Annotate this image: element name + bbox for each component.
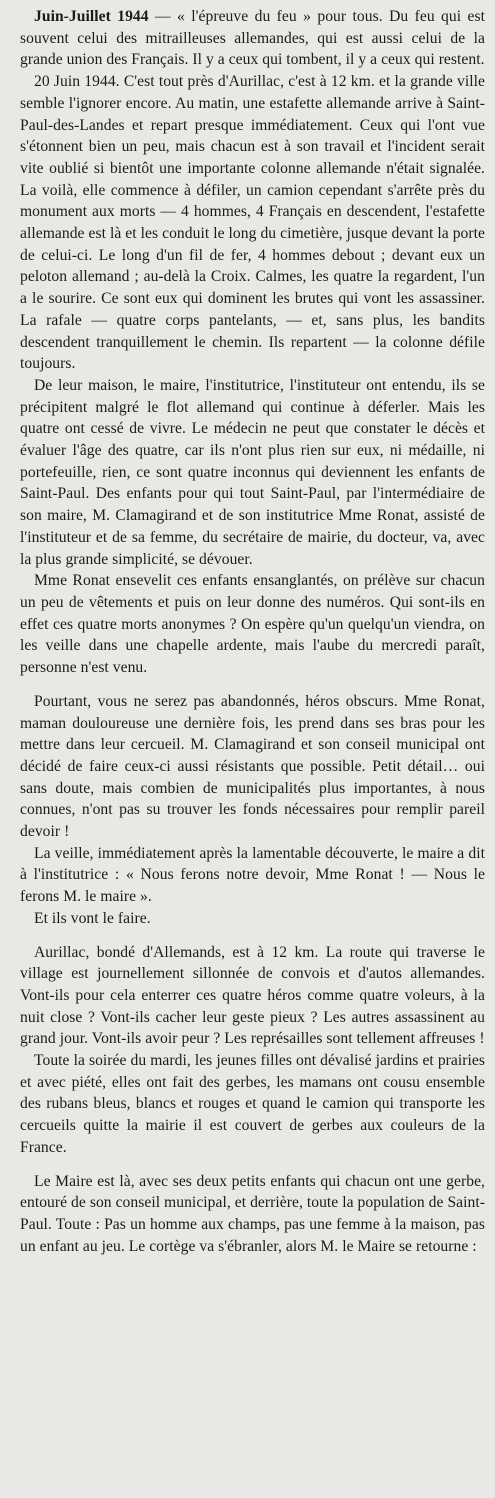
paragraph-4: Mme Ronat ensevelit ces enfants ensanglantés, on prélève sur chacun un peu de vêtements et puis on leur donne des numéros. Qui sont-ils en effet ces quatre morts anonymes ? On espère qu'un quelqu'un viendra, on les veille dans une chapelle ardente, mais l'aube du mercredi paraît, personne n'est venu. (20, 572, 485, 677)
paragraph-2-text: C'est tout près d'Aurillac, c'est à 12 km. et la grande ville semble l'ignorer encore. Au matin, une estafette allemande arrive à Saint-Paul-des-Landes et repart presque immédiatement. Ceux qui l'ont vue s'étonnent bien un peu, mais chacun est à son travail et l'incident serait vite oublié si bientôt une importante colonne allemande n'était signalée. La voilà, elle commence à défiler, un camion cependant s'arrête près du monument aux morts — 4 hommes, 4 Français en descendent, l'estafette allemande est là et les conduit le long du cimetière, jusque devant la porte de celui-ci. Le long d'un fil de fer, 4 hommes debout ; devant eux un peloton allemand ; au-delà la Croix. Calmes, les quatre la regardent, l'un a le sourire. Ce sont eux qui dominent les brutes qui vont les assassiner. La rafale — quatre corps pantelants, — et, sans plus, les bandits descendent tranquillement le chemin. Ils repartent — la colonne défile toujours. (20, 73, 485, 373)
paragraph-6: La veille, immédiatement après la lamentable découverte, le maire a dit à l'institutrice : « Nous ferons notre devoir, Mme Ronat ! — Nous le ferons M. le maire ». (20, 844, 485, 906)
paragraph-3: De leur maison, le maire, l'institutrice, l'instituteur ont entendu, ils se précipitent malgré le flot allemand qui continue à déferler. Mais les quatre ont cessé de vivre. Le médecin ne peut que constater le décès et évaluer l'âge des quatre, car ils n'ont plus rien sur eux, ni médaille, ni portefeuille, rien, ce sont quatre inconnus qui deviennent les enfants de Saint-Paul. Des enfants pour qui tout Saint-Paul, par l'intermédiaire de son maire, M. Clamagirand et de son institutrice Mme Ronat, assisté de l'instituteur et de sa femme, du secrétaire de mairie, du docteur, va, avec la plus grande simplicité, se dévouer. (20, 376, 485, 568)
paragraph-1-text: — « l'épreuve du feu » pour tous. Du feu qui est souvent celui des mitrailleuses allemandes, qui est aussi celui de la grande union des Français. Il y a ceux qui tombent, il y a ceux qui restent. (20, 8, 485, 69)
paragraph-7: Et ils vont le faire. (34, 909, 151, 927)
paragraph-2 (20, 71, 485, 375)
paragraph-10: Le Maire est là, avec ses deux petits enfants qui chacun ont une gerbe, entouré de son conseil municipal, et derrière, toute la population de Saint-Paul. Toute : Pas un homme aux champs, pas une femme à la maison, pas un enfant au jeu. Le cortège va s'ébranler, alors M. le Maire se retourne : (20, 1172, 485, 1255)
dateline-2: 20 Juin 1944. (34, 73, 120, 91)
paragraph-1 (20, 6, 485, 71)
paragraph-9: Toute la soirée du mardi, les jeunes filles ont dévalisé jardins et prairies et avec piété, elles ont fait des gerbes, les mamans ont cousu ensemble des rubans bleus, blancs et rouges et quand le camion qui transporte les cercueils quitte la mairie il est couvert de gerbes aux couleurs de la France. (20, 1052, 485, 1156)
paragraph-8: Aurillac, bondé d'Allemands, est à 12 km. La route qui traverse le village est journellement sillonnée de convois et d'autos allemandes. Vont-ils pour cela enterrer ces quatre héros comme quatre voleurs, à la nuit close ? Vont-ils cacher leur geste pieux ? Les autres assassinent au grand jour. Vont-ils avoir peur ? Les représailles sont tellement affreuses ! (20, 943, 485, 1048)
paragraph-5: Pourtant, vous ne serez pas abandonnés, héros obscurs. Mme Ronat, maman douloureuse une dernière fois, les prend dans ses bras pour les mettre dans leur cercueil. M. Clamagirand et son conseil municipal ont décidé de faire ceux-ci aussi résistants que possible. Petit détail… oui sans doute, mais combien de municipalités plus importantes, à nous connues, n'ont pas su trouver les fonds nécessaires pour remplir pareil devoir ! (20, 692, 485, 841)
dateline-1: Juin-Juillet 1944 (34, 8, 149, 25)
